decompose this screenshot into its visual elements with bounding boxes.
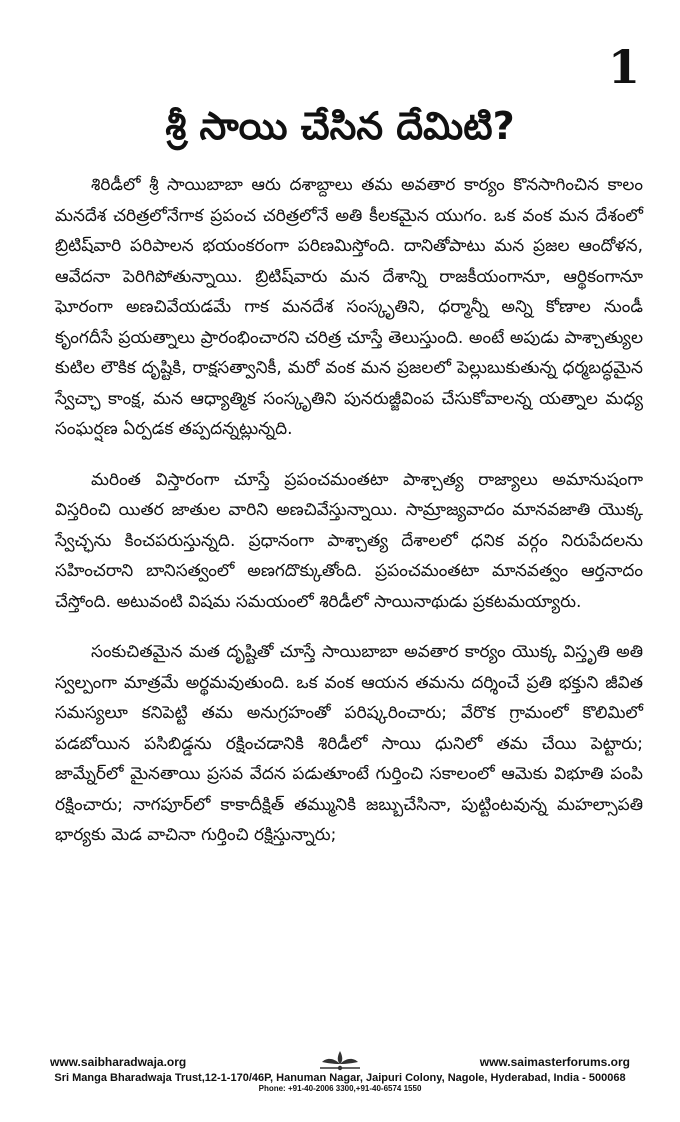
page-footer: [40, 1055, 640, 1103]
paragraph-3: సంకుచితమైన మత దృష్టితో చూస్తే సాయిబాబా అవతార కార్యం యొక్క విస్తృతి అతి స్వల్పంగా మాత్రమే అర్థమవుతుంది. ఒక వంక ఆయన తమను దర్శించే ప్రతి భక్తుని జీవిత సమస్యలూ కనిపెట్టి తమ అనుగ్రహంతో పరిష్కరించారు; వేరొక గ్రామంలో కొలిమిలో పడబోయిన పసిబిడ్డను రక్షించడానికి శిరిడీలో సాయి ధునిలో తమ చేయి పెట్టారు; జామ్నేర్‌లో మైనతాయి ప్రసవ వేదన పడుతూంటే గుర్తించి సకాలంలో ఆమెకు విభూతి పంపి రక్షించారు; నాగపూర్‌లో కాకాదీక్షిత్ తమ్మునికి జబ్బుచేసినా, పుట్టింటవున్న మహల్సాపతి భార్యకు మెడ వాచినా గుర్తించి రక్షిస్తున్నారు;: [55, 642, 643, 845]
footer-phone: Phone: +91-40-2006 3300,+91-40-6574 1550: [258, 1084, 422, 1093]
body-text: [55, 170, 643, 851]
footer-address: Sri Manga Bharadwaja Trust,12-1-170/46P, Hanuman Nagar, Jaipuri Colony, Nagole, Hyderabad, India - 500068: [54, 1072, 626, 1084]
floral-ornament-icon: [318, 1049, 362, 1073]
footer-website-right: www.saimasterforums.org: [479, 1055, 630, 1069]
footer-website-left: www.saibharadwaja.org: [50, 1055, 187, 1069]
paragraph-1: శిరిడీలో శ్రీ సాయిబాబా ఆరు దశాబ్దాలు తమ అవతార కార్యం కొనసాగించిన కాలం మనదేశ చరిత్రలోనేగాక ప్రపంచ చరిత్రలోనే అతి కీలకమైన యుగం. ఒక వంక మన దేశంలో బ్రిటిష్‌వారి పరిపాలన భయంకరంగా పరిణమిస్తోంది. దానితోపాటు మన ప్రజల ఆందోళన, ఆవేదనా పెరిగిపోతున్నాయి. బ్రిటిష్‌వారు మన దేశాన్ని రాజకీయంగానూ, ఆర్థికంగానూ ఘోరంగా అణచివేయడమే గాక మనదేశ సంస్కృతిని, ధర్మాన్నీ అన్ని కోణాల నుండీ కృంగదీసే ప్రయత్నాలు ప్రారంభించారని చరిత్ర చూస్తే తెలుస్తుంది. అంటే అపుడు పాశ్చాత్యుల కుటిల లౌకిక దృష్టికి, రాక్షసత్వానికీ, మరో వంక మన ప్రజలలో పెల్లుబుకుతున్న ధర్మబద్ధమైన స్వేచ్ఛా కాంక్ష, మన ఆధ్యాత్మిక సంస్కృతిని పునరుజ్జీవింప చేసుకోవాలన్న యత్నాల మధ్య సంఘర్షణ ఏర్పడక తప్పదన్నట్లున్నది.: [55, 175, 643, 439]
chapter-title: శ్రీ సాయి చేసిన దేమిటి?: [165, 104, 515, 148]
page-number: 1: [607, 40, 640, 94]
paragraph-2: మరింత విస్తారంగా చూస్తే ప్రపంచమంతటా పాశ్చాత్య రాజ్యాలు అమానుషంగా విస్తరించి యితర జాతుల వారిని అణచివేస్తున్నాయి. సామ్రాజ్యవాదం మానవజాతి యొక్క స్వేచ్ఛను కించపరుస్తున్నది. ప్రధానంగా పాశ్చాత్య దేశాలలో ధనిక వర్గం నిరుపేదలను సహించరాని బానిసత్వంలో అణగదొక్కుతోంది. ప్రపంచమంతటా మానవత్వం ఆర్తనాదం చేస్తోంది. అటువంటి విషమ సమయంలో శిరిడీలో సాయినాథుడు ప్రకటమయ్యారు.: [55, 469, 643, 612]
